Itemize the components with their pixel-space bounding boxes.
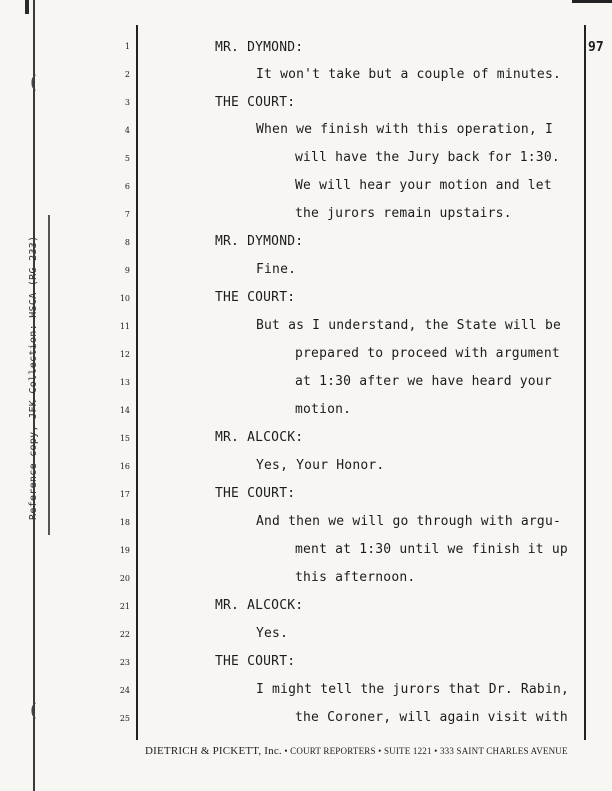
transcript-line: at 1:30 after we have heard your <box>295 374 552 389</box>
transcript-line: MR. ALCOCK: <box>215 430 304 445</box>
transcript-line: Yes. <box>256 626 289 641</box>
line-number: 11 <box>119 322 130 331</box>
transcript-line: We will hear your motion and let <box>295 178 552 193</box>
punch-hole-mark: ( <box>30 72 38 93</box>
line-number: 19 <box>119 546 130 555</box>
transcript-line: When we finish with this operation, I <box>256 122 553 137</box>
transcript-line: Yes, Your Honor. <box>256 458 385 473</box>
transcript-line: will have the Jury back for 1:30. <box>295 150 560 165</box>
line-number: 10 <box>119 294 130 303</box>
line-number: 6 <box>124 182 130 191</box>
footer-separator: • <box>434 746 438 756</box>
transcript-line: MR. DYMOND: <box>215 40 304 55</box>
line-number: 12 <box>119 350 130 359</box>
transcript-line: MR. ALCOCK: <box>215 598 304 613</box>
footer-reporters: COURT REPORTERS <box>290 746 376 756</box>
line-number: 23 <box>119 658 130 667</box>
transcript-line: Fine. <box>256 262 297 277</box>
transcript-line: MR. DYMOND: <box>215 234 304 249</box>
transcript-line: It won't take but a couple of minutes. <box>256 67 562 82</box>
transcript-line: I might tell the jurors that Dr. Rabin, <box>256 682 570 697</box>
page-number: 97 <box>588 40 604 55</box>
line-number: 22 <box>119 630 130 639</box>
corner-mark <box>572 0 612 9</box>
footer-separator: • <box>378 746 382 756</box>
line-number: 14 <box>119 406 130 415</box>
transcript-line: motion. <box>295 402 352 417</box>
line-number: 2 <box>124 70 130 79</box>
transcript-line: the Coroner, will again visit with <box>295 710 568 725</box>
line-number: 21 <box>119 602 130 611</box>
transcript-line: the jurors remain upstairs. <box>295 206 512 221</box>
line-number: 5 <box>124 154 130 163</box>
transcript-line: prepared to proceed with argument <box>295 346 560 361</box>
transcript-line: THE COURT: <box>215 95 296 110</box>
transcript-line: And then we will go through with argu- <box>256 514 562 529</box>
line-number: 18 <box>119 518 130 527</box>
transcript-line: But as I understand, the State will be <box>256 318 562 333</box>
line-number: 17 <box>119 490 130 499</box>
line-number: 9 <box>124 266 130 275</box>
binding-top-mark <box>25 0 29 14</box>
line-number: 8 <box>124 238 130 247</box>
line-number: 13 <box>119 378 130 387</box>
line-number: 3 <box>124 98 130 107</box>
side-bracket <box>48 215 53 535</box>
line-number: 16 <box>119 462 130 471</box>
line-number: 24 <box>119 686 130 695</box>
transcript-line: THE COURT: <box>215 654 296 669</box>
footer-separator: • <box>284 746 288 756</box>
transcript-line: this afternoon. <box>295 570 416 585</box>
line-number: 4 <box>124 126 130 135</box>
transcript-line: THE COURT: <box>215 486 296 501</box>
footer-suite: SUITE 1221 <box>383 746 432 756</box>
line-number: 15 <box>119 434 130 443</box>
reference-stamp: Reference copy, JFK Collection: HSCA (RG 233) <box>28 235 39 520</box>
line-number: 7 <box>124 210 130 219</box>
footer-address: 333 SAINT CHARLES AVENUE <box>439 746 568 756</box>
firm-name: DIETRICH & PICKETT, Inc. <box>145 745 282 757</box>
line-number: 25 <box>119 714 130 723</box>
transcript-line: THE COURT: <box>215 290 296 305</box>
transcript-line: ment at 1:30 until we finish it up <box>295 542 568 557</box>
court-reporter-footer <box>145 745 585 757</box>
punch-hole-mark: ( <box>30 700 38 721</box>
line-number: 20 <box>119 574 130 583</box>
line-number: 1 <box>124 42 130 51</box>
